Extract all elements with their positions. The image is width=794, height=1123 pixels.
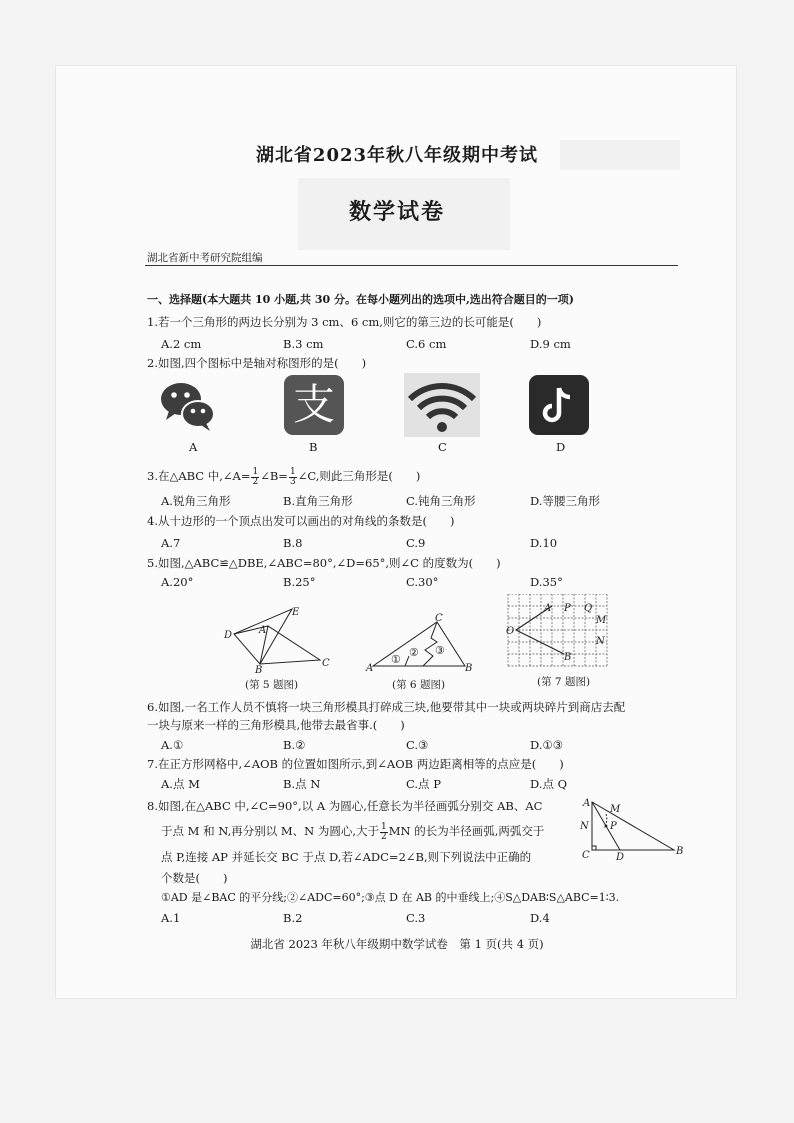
q3-stem-part2: ∠B= (260, 469, 288, 483)
question-8-claims: ①AD 是∠BAC 的平分线;②∠ADC=60°;③点 D 在 AB 的中垂线上;④S△DAB∶S△ABC=1∶3. (161, 891, 620, 904)
q6-option-c: C.③ (406, 738, 429, 752)
q1-option-b: B.3 cm (283, 337, 324, 351)
q3-fraction-1 (251, 468, 259, 487)
question-1-stem: 1.若一个三角形的两边长分别为 3 cm、6 cm,则它的第三边的长可能是( ) (147, 315, 542, 329)
fig5-label-a: A (259, 625, 267, 636)
fig5-label-d: D (224, 630, 233, 641)
fig5-label-c: C (322, 658, 330, 669)
section-heading: 一、选择题(本大题共 10 小题,共 30 分。在每小题列出的选项中,选出符合题目的一项) (147, 293, 574, 306)
q2-option-b: B (309, 440, 318, 454)
figure-6 (365, 612, 480, 672)
exam-subtitle: 数学试卷 (348, 199, 445, 225)
fig6-caption: (第 6 题图) (392, 679, 446, 691)
q4-option-b: B.8 (283, 536, 303, 550)
q3-option-c: C.钝角三角形 (406, 494, 476, 508)
question-8-stem-line2 (161, 822, 544, 842)
wechat-icon (157, 375, 217, 435)
question-3-stem (147, 467, 420, 487)
fig6-piece-3: ③ (435, 644, 445, 657)
fig7-label-m: M (596, 615, 607, 626)
q8-option-c: C.3 (406, 911, 426, 925)
wifi-icon (404, 373, 480, 437)
q1-option-d: D.9 cm (530, 337, 571, 351)
q8-fraction (380, 823, 388, 842)
fig8-label-m: M (610, 804, 621, 815)
figure-5 (218, 604, 348, 674)
fig7-label-o: O (506, 626, 515, 637)
q7-option-c: C.点 P (406, 777, 441, 791)
q3-fraction-2 (289, 468, 297, 487)
q3-frac1-num: 1 (252, 466, 259, 477)
question-5-stem: 5.如图,△ABC≌△DBE,∠ABC=80°,∠D=65°,则∠C 的度数为( ) (147, 556, 501, 570)
q4-option-c: C.9 (406, 536, 426, 550)
question-7-stem: 7.在正方形网格中,∠AOB 的位置如图所示,到∠AOB 两边距离相等的点应是( ) (147, 757, 564, 771)
q2-option-a: A (189, 440, 198, 454)
q8-frac-num: 1 (381, 821, 387, 832)
q8-option-a: A.1 (161, 911, 181, 925)
fig6-piece-2: ② (409, 646, 419, 659)
q8-line2-part1: 于点 M 和 N,再分别以 M、N 为圆心,大于 (161, 824, 380, 838)
question-4-stem: 4.从十边形的一个顶点出发可以画出的对角线的条数是( ) (147, 514, 455, 528)
fig8-label-p: P (610, 821, 617, 832)
fig7-label-a: A (544, 603, 552, 614)
q7-option-d: D.点 Q (530, 777, 568, 791)
q3-option-d: D.等腰三角形 (530, 494, 600, 508)
fig5-caption: (第 5 题图) (245, 679, 299, 691)
fig7-caption: (第 7 题图) (537, 676, 591, 688)
tiktok-icon (529, 375, 589, 435)
q4-option-d: D.10 (530, 536, 558, 550)
q3-option-a: A.锐角三角形 (161, 494, 231, 508)
question-2-stem: 2.如图,四个图标中是轴对称图形的是( ) (147, 356, 367, 370)
fig7-label-q: Q (584, 603, 593, 614)
exam-title: 湖北省2023年秋八年级期中考试 (255, 145, 539, 166)
fig5-label-b: B (255, 665, 263, 674)
editor-line: 湖北省新中考研究院组编 (147, 252, 263, 264)
fig8-label-c: C (582, 850, 590, 861)
page-footer: 湖北省 2023 年秋八年级期中数学试卷 第 1 页(共 4 页) (250, 937, 544, 951)
q7-option-b: B.点 N (283, 777, 321, 791)
question-8-stem-line4: 个数是( ) (161, 871, 228, 885)
figure-8 (580, 796, 686, 862)
question-8-stem-line1: 8.如图,在△ABC 中,∠C=90°,以 A 为圆心,任意长为半径画弧分别交 AB、AC (147, 799, 543, 813)
q2-option-c: C (438, 440, 447, 454)
q6-option-a: A.① (161, 738, 184, 752)
q5-option-b: B.25° (283, 575, 316, 589)
fig6-label-a: A (366, 663, 374, 672)
fig7-label-n: N (596, 636, 605, 647)
fig5-label-e: E (292, 607, 300, 618)
question-6-stem-line2: 一块与原来一样的三角形模具,他带去最省事.( ) (147, 718, 405, 732)
alipay-glyph: 支 (292, 380, 335, 429)
fig6-piece-1: ① (391, 653, 401, 666)
q7-option-a: A.点 M (161, 777, 200, 791)
q2-option-d: D (556, 440, 566, 454)
figure-7 (504, 594, 612, 674)
q3-frac2-den: 3 (289, 476, 296, 487)
alipay-icon (284, 375, 344, 435)
q8-option-b: B.2 (283, 911, 303, 925)
q3-option-b: B.直角三角形 (283, 494, 353, 508)
q6-option-b: B.② (283, 738, 306, 752)
question-8-stem-line3: 点 P,连接 AP 并延长交 BC 于点 D,若∠ADC=2∠B,则下列说法中正确的 (161, 850, 532, 864)
q3-frac1-den: 2 (252, 476, 259, 487)
fig7-label-b: B (564, 652, 572, 663)
fig7-label-p: P (564, 603, 571, 614)
q1-option-c: C.6 cm (406, 337, 447, 351)
q3-stem-part1: 3.在△ABC 中,∠A= (147, 469, 251, 483)
fig8-label-d: D (616, 852, 625, 862)
q3-frac2-num: 1 (289, 466, 296, 477)
question-6-stem-line1: 6.如图,一名工作人员不慎将一块三角形模具打碎成三块,他要带其中一块或两块碎片到商店去配 (147, 700, 626, 714)
q4-option-a: A.7 (161, 536, 181, 550)
fig6-label-b: B (465, 663, 473, 672)
q6-option-d: D.①③ (530, 738, 564, 752)
header-rule (145, 265, 678, 266)
q5-option-c: C.30° (406, 575, 439, 589)
fig6-label-c: C (435, 613, 443, 624)
fig8-label-b: B (676, 846, 684, 857)
q5-option-d: D.35° (530, 575, 563, 589)
q8-option-d: D.4 (530, 911, 550, 925)
q1-option-a: A.2 cm (161, 337, 202, 351)
q8-frac-den: 2 (381, 831, 387, 842)
fig8-label-n: N (580, 821, 589, 832)
q5-option-a: A.20° (161, 575, 194, 589)
fig8-label-a: A (583, 798, 591, 809)
q3-stem-part3: ∠C,则此三角形是( ) (297, 469, 421, 483)
q8-line2-part2: MN 的长为半径画弧,两弧交于 (388, 824, 545, 838)
